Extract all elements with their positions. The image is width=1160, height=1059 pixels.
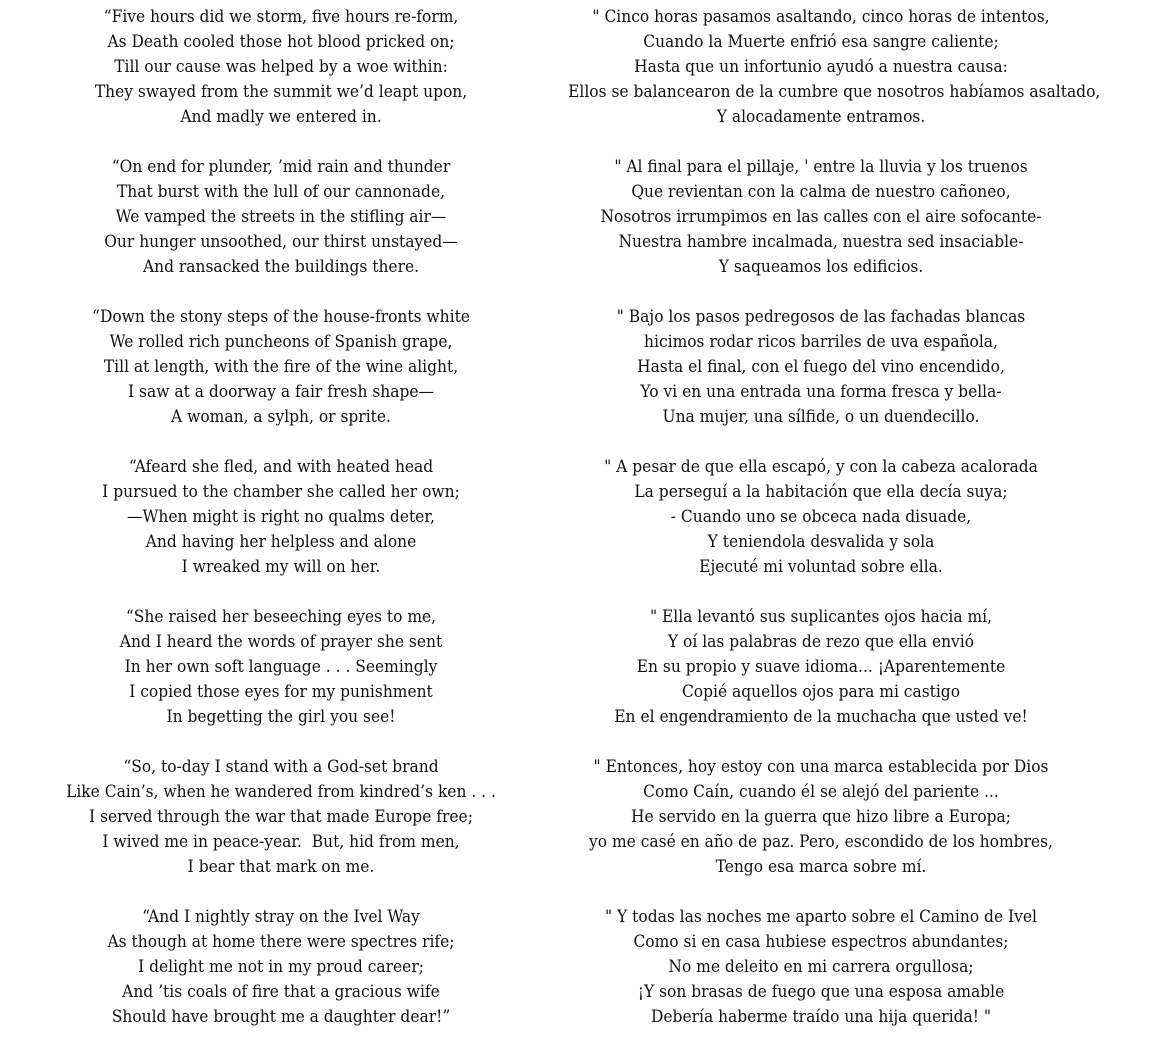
stanza xyxy=(540,305,1102,455)
poem-line: No me deleito en mi carrera orgullosa; xyxy=(668,957,974,977)
poem-line: " A pesar de que ella escapó, y con la cabeza acalorada xyxy=(604,457,1038,477)
poem-line: Hasta el final, con el fuego del vino encendido, xyxy=(637,357,1005,377)
poem-line: And ’tis coals of fire that a gracious wife xyxy=(122,982,440,1002)
stanza xyxy=(0,605,562,755)
poem-line: I served through the war that made Europe free; xyxy=(89,807,473,827)
poem-line: I saw at a doorway a fair fresh shape— xyxy=(128,382,434,402)
poem-line: Nosotros irrumpimos en las calles con el aire sofocante- xyxy=(600,207,1042,227)
poem-line: In her own soft language . . . Seemingly xyxy=(124,657,438,677)
stanza xyxy=(540,5,1102,155)
poem-line: Ejecuté mi voluntad sobre ella. xyxy=(699,557,943,577)
poem-line: Debería haberme traído una hija querida! " xyxy=(650,1007,992,1027)
poem-line: hicimos rodar ricos barriles de uva española, xyxy=(644,332,998,352)
stanza xyxy=(540,605,1102,755)
stanza xyxy=(0,5,562,155)
poem-line: In begetting the girl you see! xyxy=(166,707,396,727)
poem-line: “And I nightly stray on the Ivel Way xyxy=(142,907,420,927)
poem-line: Y teniendola desvalida y sola xyxy=(707,532,935,552)
poem-line: —When might is right no qualms deter, xyxy=(127,507,435,527)
stanza xyxy=(0,755,562,905)
poem-line: And ransacked the buildings there. xyxy=(142,257,420,277)
poem-line: " Entonces, hoy estoy con una marca establecida por Dios xyxy=(593,757,1049,777)
poem-line: Like Cain’s, when he wandered from kindred’s ken . . . xyxy=(66,782,496,802)
poem-line: Y saqueamos los edificios. xyxy=(718,257,924,277)
stanza xyxy=(540,155,1102,305)
poem-line: I wived me in peace-year. But, hid from men, xyxy=(102,832,460,852)
stanza xyxy=(0,155,562,305)
poem-line: That burst with the lull of our cannonade, xyxy=(116,182,446,202)
poem-line: Till at length, with the fire of the wine alight, xyxy=(103,357,459,377)
poem-line: We rolled rich puncheons of Spanish grape, xyxy=(109,332,453,352)
poem-line: " Al final para el pillaje, ' entre la lluvia y los truenos xyxy=(614,157,1028,177)
stanza xyxy=(540,455,1102,605)
poem-line: “Five hours did we storm, five hours re-form, xyxy=(103,7,459,27)
poem-line: Our hunger unsoothed, our thirst unstayed— xyxy=(104,232,458,252)
poem-line: Ellos se balancearon de la cumbre que nosotros habíamos asaltado, xyxy=(568,82,1101,102)
poem-line: yo me casé en año de paz. Pero, escondido de los hombres, xyxy=(589,832,1053,852)
poem-line: Nuestra hambre incalmada, nuestra sed insaciable- xyxy=(618,232,1024,252)
poem-line: Como Caín, cuando él se alejó del pariente ... xyxy=(643,782,999,802)
poem-line: En su propio y suave idioma... ¡Aparentemente xyxy=(636,657,1006,677)
poem-line: I bear that mark on me. xyxy=(187,857,375,877)
poem-line: A woman, a sylph, or sprite. xyxy=(171,407,391,427)
poem-line: They swayed from the summit we’d leapt upon, xyxy=(94,82,468,102)
poem-line: Yo vi en una entrada una forma fresca y bella- xyxy=(640,382,1002,402)
poem-line: “She raised her beseeching eyes to me, xyxy=(125,607,437,627)
poem-line: “On end for plunder, ’mid rain and thunder xyxy=(111,157,451,177)
poem-line: - Cuando uno se obceca nada disuade, xyxy=(670,507,972,527)
stanza xyxy=(0,905,562,1055)
poem-line: Una mujer, una sílfide, o un duendecillo. xyxy=(662,407,980,427)
spanish-translation-column xyxy=(540,5,1102,1055)
stanza xyxy=(540,755,1102,905)
poem-line: " Ella levantó sus suplicantes ojos hacia mí, xyxy=(649,607,993,627)
poem-line: We vamped the streets in the stifling air— xyxy=(115,207,447,227)
poem-line: And I heard the words of prayer she sent xyxy=(119,632,443,652)
poem-line: “Down the stony steps of the house-fronts white xyxy=(92,307,470,327)
poem-line: I delight me not in my proud career; xyxy=(138,957,424,977)
poem-line: Till our cause was helped by a woe within: xyxy=(114,57,448,77)
poem-line: Y oí las palabras de rezo que ella envió xyxy=(667,632,975,652)
poem-line: " Cinco horas pasamos asaltando, cinco horas de intentos, xyxy=(592,7,1050,27)
poem-line: He servido en la guerra que hizo libre a Europa; xyxy=(631,807,1011,827)
poem-line: Copié aquellos ojos para mi castigo xyxy=(681,682,961,702)
poem-line: En el engendramiento de la muchacha que usted ve! xyxy=(614,707,1028,727)
poem-line: And having her helpless and alone xyxy=(145,532,417,552)
poem-line: As though at home there were spectres rife; xyxy=(107,932,455,952)
poem-line: ¡Y son brasas de fuego que una esposa amable xyxy=(637,982,1005,1002)
poem-line: As Death cooled those hot blood pricked on; xyxy=(107,32,455,52)
poem-line: And madly we entered in. xyxy=(180,107,382,127)
poem-line: I copied those eyes for my punishment xyxy=(129,682,433,702)
poem-line: Y alocadamente entramos. xyxy=(716,107,926,127)
poem-line: La perseguí a la habitación que ella decía suya; xyxy=(634,482,1008,502)
poem-line: Should have brought me a daughter dear!” xyxy=(111,1007,451,1027)
poem-line: I pursued to the chamber she called her own; xyxy=(102,482,460,502)
poem-line: " Bajo los pasos pedregosos de las fachadas blancas xyxy=(616,307,1026,327)
poem-line: " Y todas las noches me aparto sobre el Camino de Ivel xyxy=(605,907,1037,927)
poem-line: “So, to-day I stand with a God-set brand xyxy=(123,757,439,777)
poem-line: Cuando la Muerte enfrió esa sangre caliente; xyxy=(643,32,999,52)
poem-line: Como si en casa hubiese espectros abundantes; xyxy=(633,932,1009,952)
poem-line: Hasta que un infortunio ayudó a nuestra causa: xyxy=(634,57,1008,77)
poem-line: Que revientan con la calma de nuestro cañoneo, xyxy=(631,182,1011,202)
stanza xyxy=(0,455,562,605)
poem-line: Tengo esa marca sobre mí. xyxy=(715,857,927,877)
english-poem-column xyxy=(0,5,562,1055)
stanza xyxy=(0,305,562,455)
poem-line: I wreaked my will on her. xyxy=(181,557,381,577)
poem-line: “Afeard she fled, and with heated head xyxy=(128,457,434,477)
stanza xyxy=(540,905,1102,1055)
